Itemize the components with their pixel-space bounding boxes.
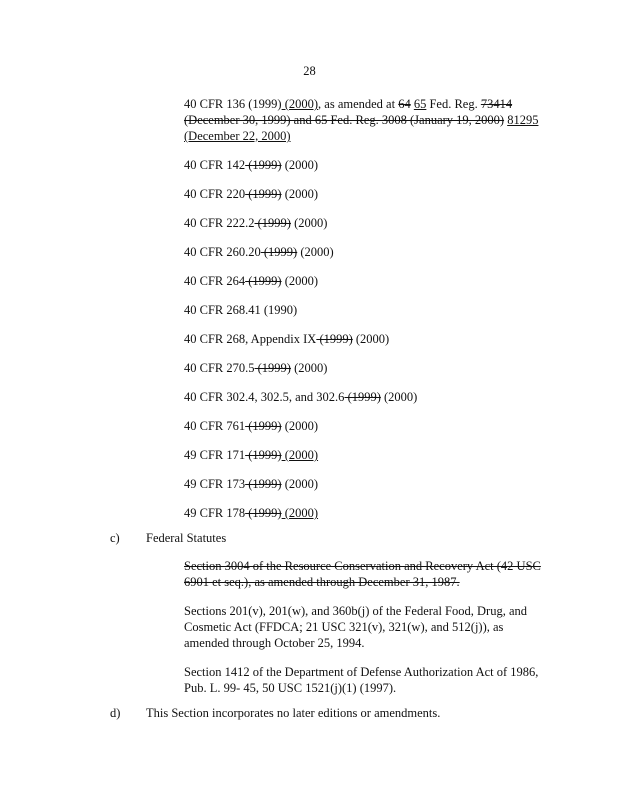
cfr-136-old-page: 73414	[480, 97, 513, 111]
cfr-entry-deleted-year: (1999)	[245, 187, 282, 201]
cfr-entry-new-year: (2000)	[290, 216, 328, 230]
cfr-entry	[184, 273, 564, 289]
cfr-136-line-3: (December 22, 2000)	[184, 129, 291, 143]
cfr-entry-deleted-year: (1999)	[260, 245, 298, 259]
cfr-entry-citation: 49 CFR 173	[184, 477, 246, 491]
section-c-letter: c)	[110, 531, 120, 545]
cfr-entry-new-year: (2000)	[281, 274, 319, 288]
statute-rcra-line-1: Section 3004 of the Resource Conservation and Recovery Act (42 USC	[184, 559, 541, 573]
cfr-entry	[184, 505, 564, 521]
cfr-136-old-volume: 64	[398, 97, 411, 111]
cfr-136-amended-text: , as amended at	[318, 97, 399, 111]
section-d-text: This Section incorporates no later editions or amendments.	[146, 706, 441, 720]
cfr-reference-list	[184, 96, 564, 534]
cfr-136-base: 40 CFR 136 (1999)	[184, 97, 282, 111]
statute-dod-line-2: Pub. L. 99- 45, 50 USC 1521(j)(1) (1997).	[184, 681, 397, 695]
cfr-entry-deleted-year: (1999)	[245, 506, 282, 520]
cfr-entry	[184, 476, 564, 492]
cfr-entry-new-year: (2000)	[281, 419, 319, 433]
cfr-entry-citation: 40 CFR 260.20	[184, 245, 261, 259]
statute-rcra-line-2	[184, 574, 564, 590]
cfr-entry-new-year: (2000)	[352, 332, 390, 346]
cfr-entry-40-cfr-136	[184, 96, 564, 144]
cfr-entry	[184, 157, 564, 173]
cfr-136-line-2	[184, 112, 564, 128]
cfr-entry-citation: 49 CFR 178	[184, 506, 246, 520]
cfr-entry-new-year: (2000)	[290, 361, 328, 375]
cfr-entry	[184, 360, 564, 376]
cfr-136-new-year: (2000)	[281, 97, 319, 111]
cfr-entry-citation: 40 CFR 268.41 (1990)	[184, 303, 298, 317]
cfr-entry-new-year: (2000)	[281, 187, 319, 201]
cfr-entry-citation: 40 CFR 264	[184, 274, 246, 288]
page-number: 28	[303, 64, 316, 78]
cfr-entry	[184, 331, 564, 347]
cfr-entry-new-year: (2000)	[281, 158, 319, 172]
cfr-entry-deleted-year: (1999)	[254, 216, 291, 230]
cfr-entry	[184, 418, 564, 434]
cfr-136-new-volume: 65	[413, 97, 427, 111]
section-c-title: Federal Statutes	[146, 531, 227, 545]
cfr-entry-deleted-year: (1999)	[245, 158, 282, 172]
cfr-entry-citation: 40 CFR 761	[184, 419, 246, 433]
cfr-entry-deleted-year: (1999)	[245, 419, 282, 433]
cfr-136-line-1	[184, 96, 564, 112]
statute-dod-authorization	[184, 664, 564, 696]
statute-ffdca	[184, 603, 564, 651]
cfr-entry	[184, 186, 564, 202]
cfr-entry	[184, 447, 564, 463]
federal-statutes-list	[184, 558, 564, 709]
cfr-entry-new-year: (2000)	[380, 390, 418, 404]
cfr-entry-deleted-year: (1999)	[316, 332, 353, 346]
statute-ffdca-line-1: Sections 201(v), 201(w), and 360b(j) of the Federal Food, Drug, and	[184, 604, 527, 618]
cfr-entry	[184, 389, 564, 405]
cfr-entry-citation: 40 CFR 270.5	[184, 361, 255, 375]
section-d-letter: d)	[110, 706, 121, 720]
cfr-entry-deleted-year: (1999)	[245, 477, 282, 491]
cfr-entry	[184, 244, 564, 260]
section-d-paragraph	[110, 706, 570, 721]
cfr-entry-new-year: (2000)	[281, 448, 319, 462]
cfr-entry	[184, 302, 564, 318]
cfr-entry-new-year: (2000)	[281, 477, 319, 491]
cfr-136-new-page: 81295	[507, 113, 539, 127]
cfr-entry-deleted-year: (1999)	[245, 448, 282, 462]
statute-dod-line-1: Section 1412 of the Department of Defense Authorization Act of 1986,	[184, 665, 539, 679]
statute-rcra	[184, 558, 564, 590]
cfr-entry-citation: 40 CFR 268, Appendix IX	[184, 332, 317, 346]
section-c-heading	[110, 531, 570, 546]
cfr-136-fed-reg: Fed. Reg.	[426, 97, 481, 111]
cfr-entry-citation: 49 CFR 171	[184, 448, 246, 462]
statute-ffdca-line-3: amended through October 25, 1994.	[184, 636, 365, 650]
cfr-entry-citation: 40 CFR 222.2	[184, 216, 255, 230]
cfr-entry-citation: 40 CFR 302.4, 302.5, and 302.6	[184, 390, 345, 404]
cfr-entry-citation: 40 CFR 142	[184, 158, 246, 172]
statute-ffdca-line-2: Cosmetic Act (FFDCA; 21 USC 321(v), 321(w), and 512(j)), as	[184, 620, 504, 634]
cfr-entry	[184, 215, 564, 231]
cfr-entry-deleted-year: (1999)	[254, 361, 291, 375]
statute-rcra-line-2-text: 6901 et seq.), as amended through December 31, 1987.	[184, 575, 460, 589]
cfr-entry-citation: 40 CFR 220	[184, 187, 246, 201]
cfr-entry-new-year: (2000)	[281, 506, 319, 520]
cfr-entry-new-year: (2000)	[297, 245, 334, 259]
cfr-entry-deleted-year: (1999)	[344, 390, 381, 404]
cfr-entry-deleted-year: (1999)	[245, 274, 282, 288]
cfr-136-deleted-citation: (December 30, 1999) and 65 Fed. Reg. 3008 (January 19, 2000)	[184, 113, 505, 127]
